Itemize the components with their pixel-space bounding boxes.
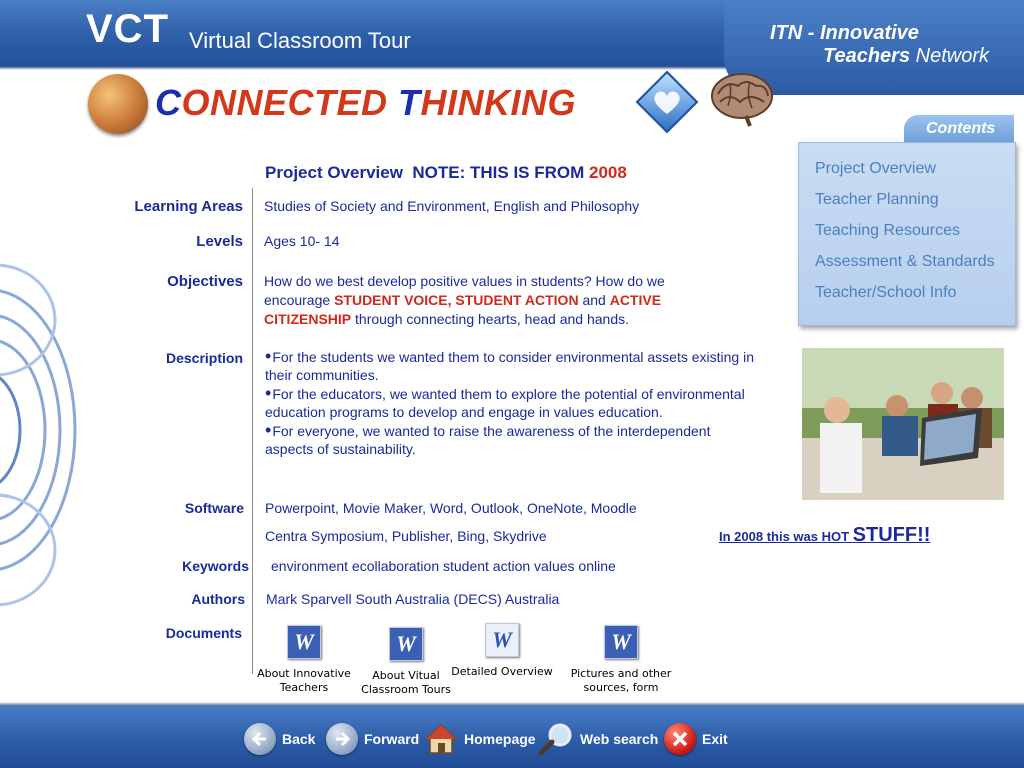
forward-button[interactable] bbox=[326, 721, 419, 757]
word-doc-icon: W bbox=[389, 627, 423, 661]
keywords-value: environment ecollaboration student action values online bbox=[271, 558, 616, 574]
learning-areas-label: Learning Areas bbox=[134, 198, 243, 215]
house-icon bbox=[424, 723, 458, 755]
objectives-value bbox=[264, 272, 734, 329]
page-title bbox=[155, 82, 576, 124]
hot-note-text: In 2008 this was HOT bbox=[719, 529, 853, 544]
heading-year: 2008 bbox=[589, 163, 627, 182]
menu-item-project-overview[interactable]: Project Overview bbox=[815, 160, 936, 177]
classroom-photo bbox=[802, 348, 1004, 500]
objectives-highlight-2: ACTIVE CITIZENSHIP bbox=[264, 292, 662, 327]
itn-teachers-word: Teachers bbox=[823, 45, 911, 67]
document-label: Detailed Overview bbox=[451, 665, 553, 678]
forward-arrow-icon bbox=[326, 723, 358, 755]
hot-stuff-note bbox=[719, 524, 930, 547]
back-button[interactable] bbox=[244, 721, 315, 757]
title-hinking: HINKING bbox=[420, 82, 577, 123]
document-pictures-and-sources[interactable] bbox=[566, 625, 676, 695]
levels-label: Levels bbox=[196, 233, 243, 250]
web-search-label: Web search bbox=[580, 731, 659, 747]
description-bullet-2: • For the educators, we wanted them to explore the potential of environmental education programs to develop and engage in values education. bbox=[265, 384, 755, 421]
heading-text: Project Overview NOTE: THIS IS FROM bbox=[265, 163, 590, 182]
description-bullet-1: • For the students we wanted them to consider environmental assets existing in their communities. bbox=[265, 347, 755, 384]
menu-item-teaching-resources[interactable]: Teaching Resources bbox=[815, 222, 960, 239]
contents-heading: Contents bbox=[926, 120, 996, 137]
exit-label: Exit bbox=[702, 731, 728, 747]
description-bullet-3: • For everyone, we wanted to raise the awareness of the interdependent aspects of sustainability. bbox=[265, 421, 755, 458]
title-onnected: ONNECTED bbox=[181, 82, 399, 123]
heart-diamond-icon bbox=[635, 70, 699, 134]
document-label: Pictures and other sources, form bbox=[570, 667, 672, 694]
document-label: About Vitual Classroom Tours bbox=[361, 669, 451, 696]
itn-network-word: Network bbox=[910, 45, 989, 67]
web-search-button[interactable] bbox=[538, 721, 658, 757]
menu-item-teacher-planning[interactable]: Teacher Planning bbox=[815, 191, 939, 208]
close-icon bbox=[664, 723, 696, 755]
description-label: Description bbox=[165, 350, 243, 366]
keywords-label: Keywords bbox=[182, 558, 249, 574]
exit-button[interactable] bbox=[664, 721, 728, 757]
homepage-label: Homepage bbox=[464, 731, 536, 747]
menu-item-teacher-school-info[interactable]: Teacher/School Info bbox=[815, 284, 957, 301]
vertical-divider bbox=[252, 188, 253, 674]
word-page-icon: W bbox=[485, 623, 519, 657]
objectives-label: Objectives bbox=[167, 273, 243, 290]
objectives-text-2: and bbox=[578, 292, 610, 308]
menu-item-assessment-standards[interactable]: Assessment & Standards bbox=[815, 253, 995, 270]
brain-icon bbox=[710, 72, 774, 128]
software-value-1: Powerpoint, Movie Maker, Word, Outlook, OneNote, Moodle bbox=[265, 500, 637, 516]
documents-label: Documents bbox=[165, 625, 242, 641]
levels-value: Ages 10- 14 bbox=[264, 233, 340, 249]
objectives-text-1: How do we best develop positive values in students? How do we encourage bbox=[264, 273, 665, 308]
objectives-highlight-1: STUDENT VOICE, STUDENT ACTION bbox=[334, 292, 579, 308]
itn-title-line2 bbox=[823, 45, 989, 68]
objectives-text-3: through connecting hearts, head and hands. bbox=[351, 311, 629, 327]
hot-note-emphasis: STUFF!! bbox=[852, 524, 931, 546]
hands-globe-icon bbox=[88, 74, 148, 134]
title-letter-t: T bbox=[398, 82, 421, 123]
document-label: About Innovative Teachers bbox=[257, 667, 351, 694]
back-arrow-icon bbox=[244, 723, 276, 755]
authors-label: Authors bbox=[191, 591, 245, 607]
title-letter-c: C bbox=[155, 82, 182, 123]
homepage-button[interactable] bbox=[424, 721, 536, 757]
project-overview-heading bbox=[265, 163, 627, 183]
word-doc-icon: W bbox=[604, 625, 638, 659]
software-label: Software bbox=[184, 500, 244, 516]
software-value-2: Centra Symposium, Publisher, Bing, Skydrive bbox=[265, 528, 547, 544]
description-list bbox=[265, 347, 755, 458]
magnifier-icon bbox=[538, 722, 574, 756]
itn-title-line1: ITN - Innovative bbox=[770, 22, 919, 44]
document-about-virtual-classroom-tours[interactable] bbox=[351, 627, 461, 697]
back-label: Back bbox=[282, 731, 316, 747]
vct-subtitle: Virtual Classroom Tour bbox=[189, 28, 411, 53]
decorative-rings bbox=[0, 70, 80, 710]
document-detailed-overview[interactable] bbox=[447, 623, 557, 679]
document-about-innovative-teachers[interactable] bbox=[249, 625, 359, 695]
word-doc-icon: W bbox=[287, 625, 321, 659]
learning-areas-value: Studies of Society and Environment, English and Philosophy bbox=[264, 198, 640, 214]
vct-logo: VCT bbox=[86, 7, 169, 51]
authors-value: Mark Sparvell South Australia (DECS) Australia bbox=[266, 591, 560, 607]
forward-label: Forward bbox=[364, 731, 420, 747]
